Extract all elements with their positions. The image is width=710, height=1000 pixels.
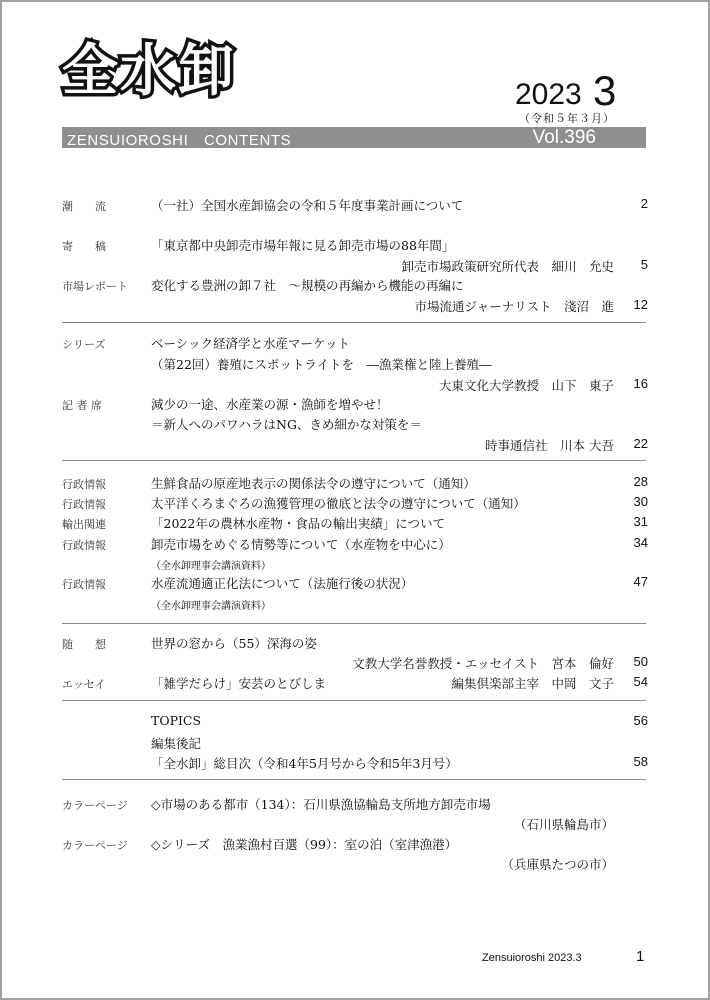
volume-number: Vol.396: [532, 127, 596, 148]
toc-category: 行政情報: [62, 578, 106, 591]
toc-title[interactable]: 変化する豊洲の卸７社 ～規模の再編から機能の再編に: [151, 278, 464, 293]
toc-page: 31: [633, 514, 648, 529]
toc-title[interactable]: （一社）全国水産卸協会の令和５年度事業計画について: [151, 198, 464, 213]
section-divider: [62, 322, 646, 323]
toc-author: 卸売市場政策研究所代表 細川 允史: [401, 259, 614, 274]
toc-page: 56: [633, 713, 648, 728]
toc-note: （全水卸理事会講演資料）: [151, 601, 271, 612]
toc-title[interactable]: ベーシック経済学と水産マーケット: [151, 336, 350, 351]
toc-title[interactable]: TOPICS: [151, 713, 202, 728]
toc-category: 潮 流: [62, 200, 106, 213]
toc-title[interactable]: ◇市場のある都市（134）：石川県漁協輪島支所地方卸売市場: [151, 797, 491, 812]
toc-page: 28: [633, 474, 648, 489]
banner-label: ZENSUIOROSHI CONTENTS: [67, 132, 292, 149]
toc-subtitle[interactable]: ＝新人へのパワハラはNG、きめ細かな対策を＝: [151, 417, 422, 432]
toc-location: （石川県輪島市）: [513, 817, 614, 832]
section-divider: [62, 623, 646, 624]
toc-page: 58: [633, 754, 648, 769]
toc-page: 22: [633, 436, 648, 451]
toc-page: 12: [633, 297, 648, 312]
toc-title[interactable]: 水産流通適正化法について（法施行後の状況）: [151, 576, 414, 591]
toc-title[interactable]: 減少の一途、水産業の源・漁師を増やせ！: [151, 397, 389, 412]
issue-month: 3: [593, 67, 617, 114]
toc-page: 50: [633, 654, 648, 669]
toc-author: 文教大学名誉教授・エッセイスト 宮本 倫好: [352, 656, 614, 671]
toc-author: 大東文化大学教授 山下 東子: [438, 378, 614, 393]
toc-title[interactable]: 生鮮食品の原産地表示の関係法令の遵守について（通知）: [151, 476, 476, 491]
toc-title[interactable]: ◇シリーズ 漁業漁村百選（99）：室の泊（室津漁港）: [151, 837, 458, 852]
toc-page: 34: [633, 535, 648, 550]
toc-page: 5: [640, 257, 648, 272]
section-divider: [62, 779, 646, 780]
toc-note: （全水卸理事会講演資料）: [151, 561, 271, 572]
toc-category: カラーページ: [62, 839, 128, 852]
toc-category: シリーズ: [62, 338, 106, 351]
toc-category: 行政情報: [62, 478, 106, 491]
toc-title[interactable]: 「東京都中央卸売市場年報に見る卸売市場の88年間」: [151, 238, 455, 253]
toc-page: 16: [633, 376, 648, 391]
toc-title[interactable]: 卸売市場をめぐる情勢等について（水産物を中心に）: [151, 537, 451, 552]
toc-title[interactable]: 「全水卸」総目次（令和4年5月号から令和5年3月号）: [151, 756, 458, 771]
toc-category: 行政情報: [62, 498, 106, 511]
toc-category: 輸出関連: [62, 518, 106, 531]
contents-banner: [62, 127, 646, 148]
toc-page: 30: [633, 494, 648, 509]
footer-page-number: 1: [636, 948, 645, 965]
toc-title[interactable]: 太平洋くろまぐろの漁獲管理の徹底と法令の遵守について（通知）: [151, 496, 526, 511]
toc-category: カラーページ: [62, 799, 128, 812]
section-divider: [62, 700, 646, 701]
magazine-logo: 全水卸: [62, 39, 236, 104]
toc-author: 市場流通ジャーナリスト 淺沼 進: [414, 299, 614, 314]
toc-location: （兵庫県たつの市）: [501, 857, 614, 872]
toc-author: 時事通信社 川本 大吾: [485, 438, 614, 453]
toc-category: 記 者 席: [62, 399, 102, 412]
toc-title[interactable]: 編集後記: [151, 736, 202, 751]
footer-issue: Zensuioroshi 2023.3: [482, 952, 582, 964]
toc-page: 2: [640, 196, 648, 211]
toc-category: 市場レポート: [62, 280, 128, 293]
toc-category: 行政情報: [62, 539, 106, 552]
toc-title[interactable]: 「2022年の農林水産物・食品の輸出実績」について: [151, 516, 446, 531]
issue-year: 2023: [515, 78, 582, 111]
section-divider: [62, 460, 646, 461]
toc-page: 47: [633, 574, 648, 589]
toc-title[interactable]: 世界の窓から（55）深海の姿: [151, 636, 317, 651]
toc-page: 54: [633, 674, 648, 689]
toc-category: エッセイ: [62, 678, 106, 691]
toc-category: 随 想: [62, 638, 106, 651]
toc-author: 編集倶楽部主宰 中岡 文子: [451, 676, 614, 691]
issue-era-date: （令和５年３月）: [519, 112, 615, 125]
toc-title[interactable]: 「雑学だらけ」安芸のとびしま: [151, 676, 327, 691]
toc-subtitle[interactable]: （第22回）養殖にスポットライトを ―漁業権と陸上養殖―: [151, 357, 492, 372]
toc-category: 寄 稿: [62, 240, 106, 253]
